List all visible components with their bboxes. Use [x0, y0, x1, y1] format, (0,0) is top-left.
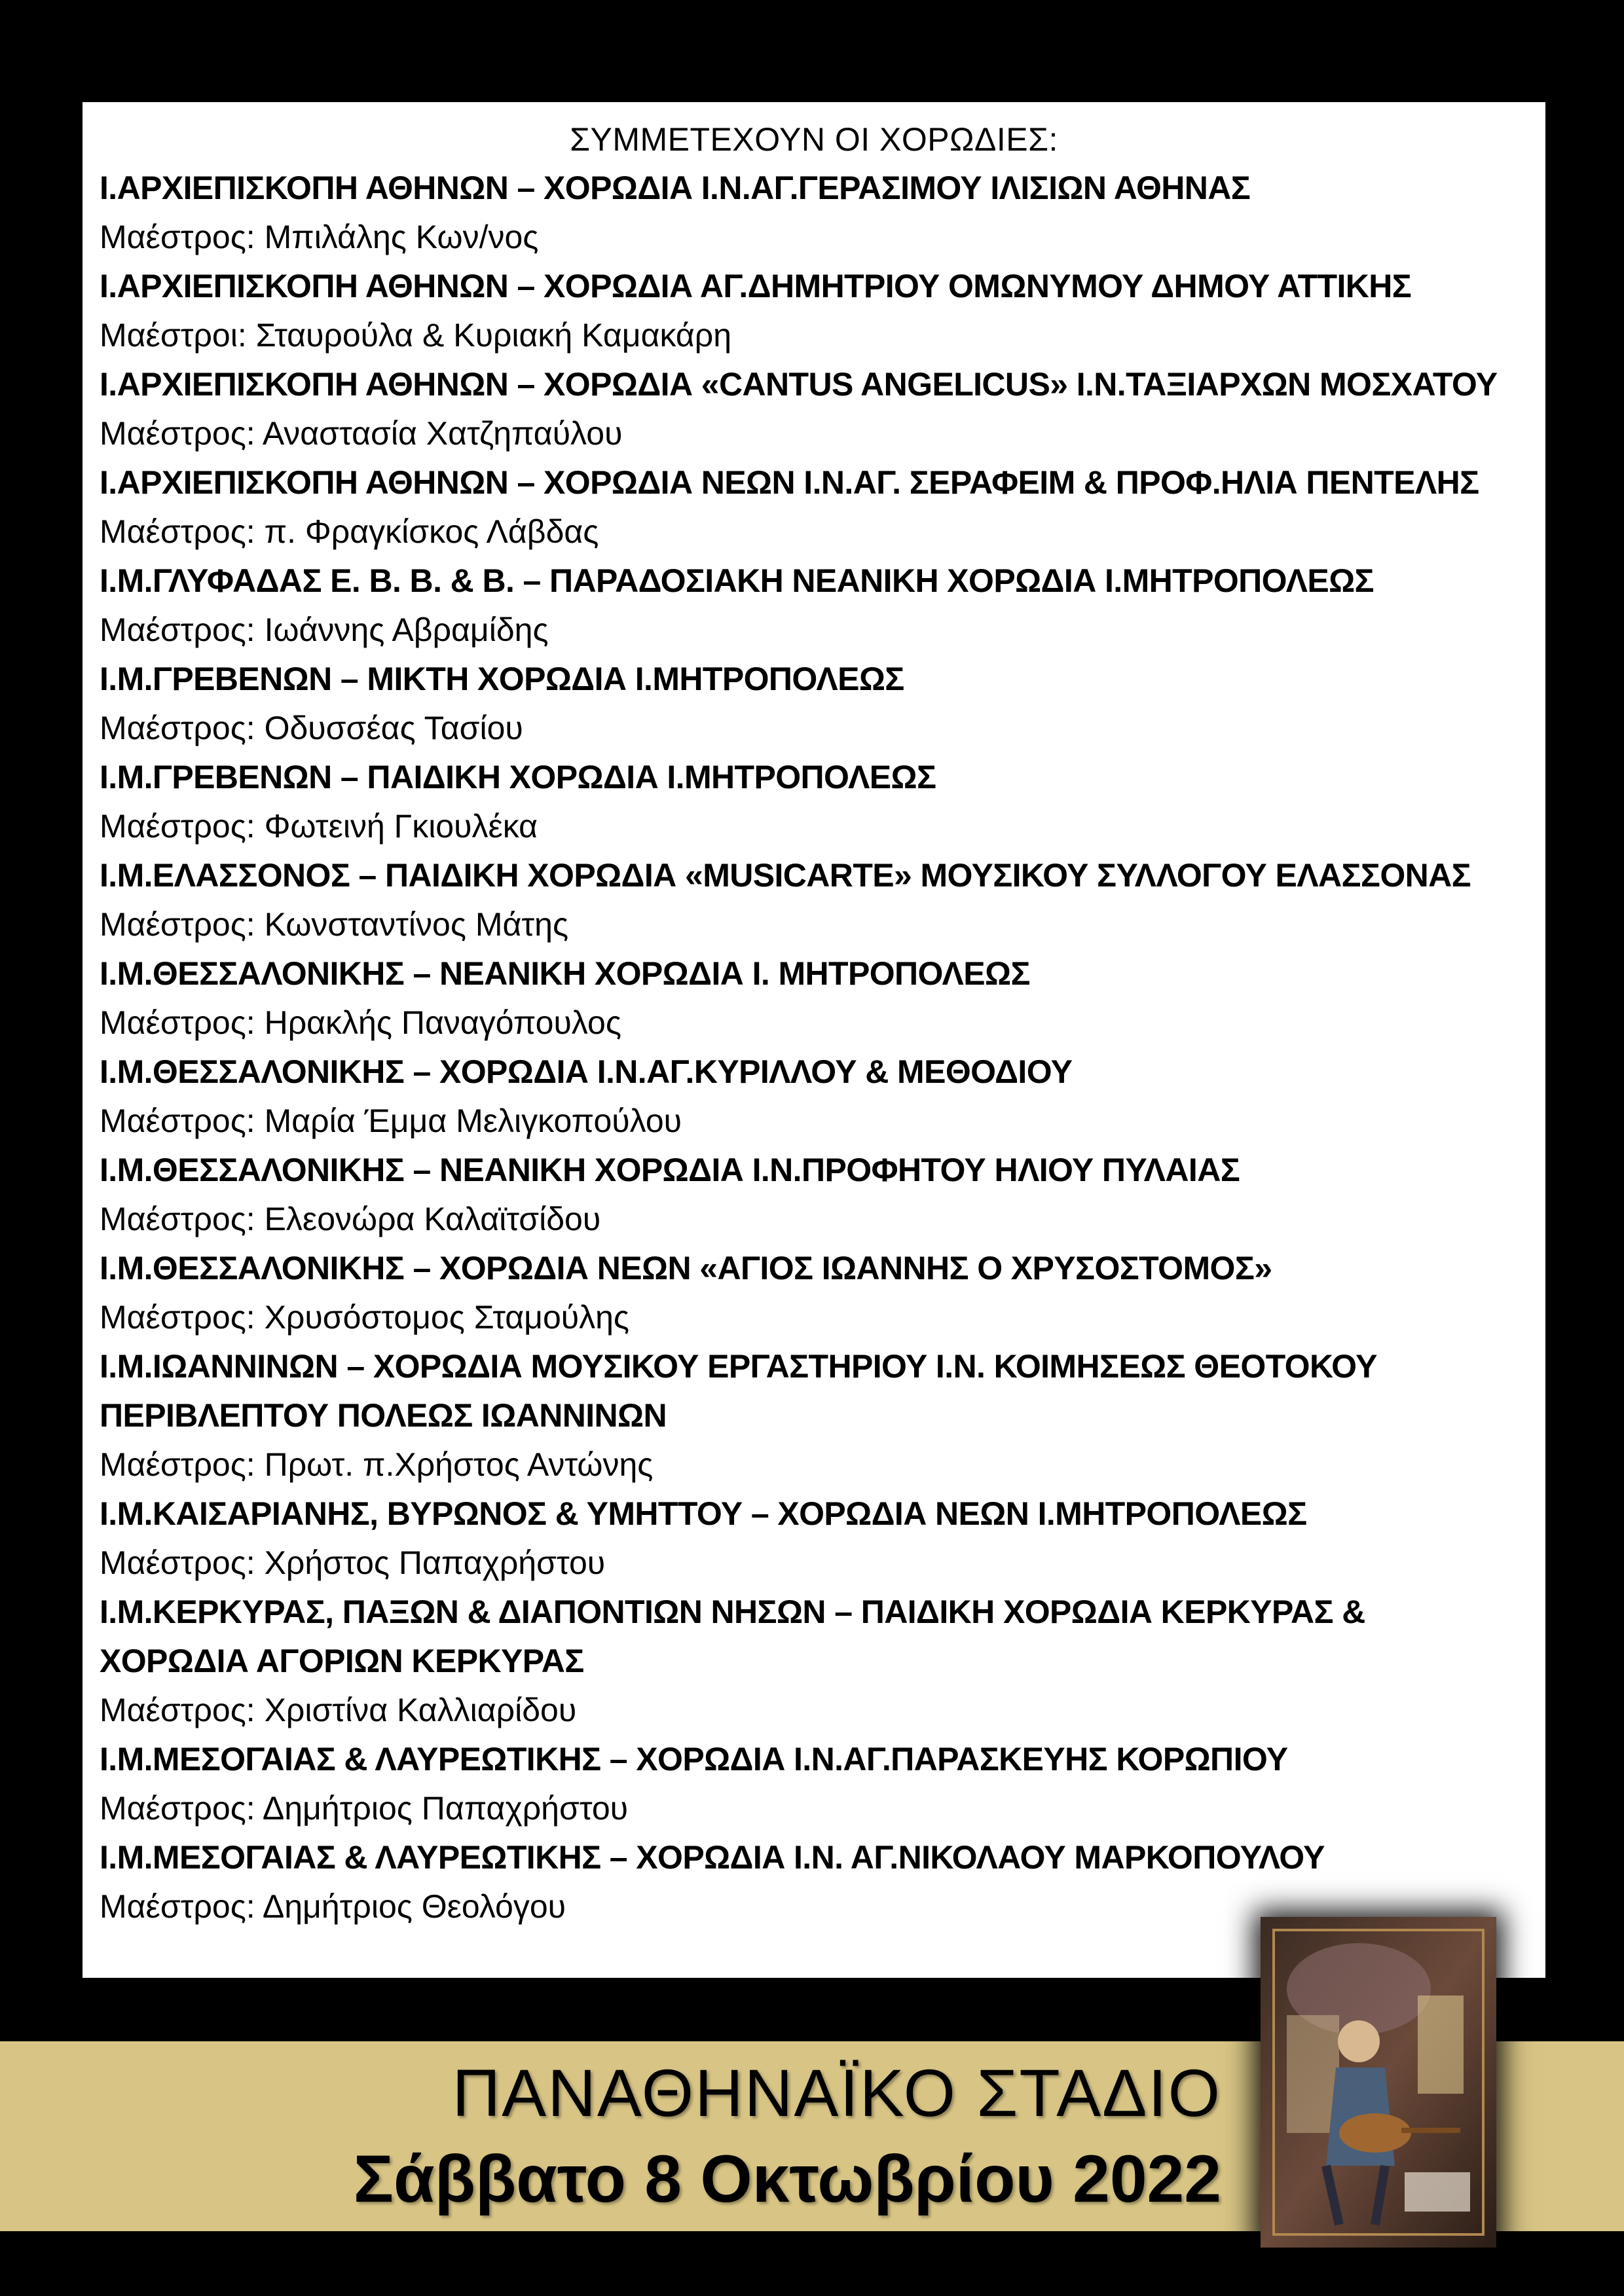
conductor-name: Μαέστρος: Κωνσταντίνος Μάτης — [100, 906, 569, 943]
choir-name: Ι.Μ.ΚΑΙΣΑΡΙΑΝΗΣ, ΒΥΡΩΝΟΣ & ΥΜΗΤΤΟΥ – ΧΟΡΩΔΙΑ ΝΕΩΝ Ι.ΜΗΤΡΟΠΟΛΕΩΣ — [100, 1495, 1307, 1532]
choir-name: Ι.Μ.ΜΕΣΟΓΑΙΑΣ & ΛΑΥΡΕΩΤΙΚΗΣ – ΧΟΡΩΔΙΑ Ι.Ν.ΑΓ.ΠΑΡΑΣΚΕΥΗΣ ΚΟΡΩΠΙΟΥ — [100, 1741, 1288, 1777]
choir-name: Ι.Μ.ΘΕΣΣΑΛΟΝΙΚΗΣ – ΧΟΡΩΔΙΑ ΝΕΩΝ «ΑΓΙΟΣ ΙΩΑΝΝΗΣ Ο ΧΡΥΣΟΣΤΟΜΟΣ» — [100, 1250, 1272, 1286]
conductor-name: Μαέστροι: Σταυρούλα & Κυριακή Καμακάρη — [100, 317, 732, 354]
conductor-name: Μαέστρος: Χρήστος Παπαχρήστου — [100, 1544, 606, 1581]
painting-musician-icon — [1261, 1917, 1496, 2248]
choir-name: Ι.Μ.ΕΛΑΣΣΟΝΟΣ – ΠΑΙΔΙΚΗ ΧΟΡΩΔΙΑ «MUSICARTE» ΜΟΥΣΙΚΟΥ ΣΥΛΛΟΓΟΥ ΕΛΑΣΣΟΝΑΣ — [100, 857, 1471, 894]
choir-list-panel — [83, 102, 1545, 1978]
choir-name: Ι.Μ.ΓΛΥΦΑΔΑΣ Ε. Β. Β. & Β. – ΠΑΡΑΔΟΣΙΑΚΗ ΝΕΑΝΙΚΗ ΧΟΡΩΔΙΑ Ι.ΜΗΤΡΟΠΟΛΕΩΣ — [100, 562, 1374, 599]
conductor-name: Μαέστρος: Αναστασία Χατζηπαύλου — [100, 415, 623, 452]
choir-name: Ι.Μ.ΙΩΑΝΝΙΝΩΝ – ΧΟΡΩΔΙΑ ΜΟΥΣΙΚΟΥ ΕΡΓΑΣΤΗΡΙΟΥ Ι.Ν. ΚΟΙΜΗΣΕΩΣ ΘΕΟΤΟΚΟΥ — [100, 1348, 1377, 1385]
conductor-name: Μαέστρος: Ηρακλής Παναγόπουλος — [100, 1004, 621, 1041]
conductor-name: Μαέστρος: Δημήτριος Παπαχρήστου — [100, 1790, 629, 1827]
conductor-name: Μαέστρος: Δημήτριος Θεολόγου — [100, 1888, 566, 1925]
conductor-name: Μαέστρος: Πρωτ. π.Χρήστος Αντώνης — [100, 1446, 654, 1483]
conductor-name: Μαέστρος: Μαρία Έμμα Μελιγκοπούλου — [100, 1102, 682, 1139]
conductor-name: Μαέστρος: π. Φραγκίσκος Λάβδας — [100, 513, 599, 550]
choir-name: Ι.ΑΡΧΙΕΠΙΣΚΟΠΗ ΑΘΗΝΩΝ – ΧΟΡΩΔΙΑ ΑΓ.ΔΗΜΗΤΡΙΟΥ ΟΜΩΝΥΜΟΥ ΔΗΜΟΥ ΑΤΤΙΚΗΣ — [100, 268, 1412, 304]
conductor-name: Μαέστρος: Ελεονώρα Καλαϊτσίδου — [100, 1201, 601, 1237]
choir-name: Ι.Μ.ΘΕΣΣΑΛΟΝΙΚΗΣ – ΝΕΑΝΙΚΗ ΧΟΡΩΔΙΑ Ι.Ν.ΠΡΟΦΗΤΟΥ ΗΛΙΟΥ ΠΥΛΑΙΑΣ — [100, 1152, 1240, 1188]
choir-name: Ι.Μ.ΜΕΣΟΓΑΙΑΣ & ΛΑΥΡΕΩΤΙΚΗΣ – ΧΟΡΩΔΙΑ Ι.Ν. ΑΓ.ΝΙΚΟΛΑΟΥ ΜΑΡΚΟΠΟΥΛΟΥ — [100, 1839, 1325, 1876]
choir-name: Ι.Μ.ΚΕΡΚΥΡΑΣ, ΠΑΞΩΝ & ΔΙΑΠΟΝΤΙΩΝ ΝΗΣΩΝ – ΠΑΙΔΙΚΗ ΧΟΡΩΔΙΑ ΚΕΡΚΥΡΑΣ & — [100, 1594, 1365, 1630]
choir-name: Ι.Μ.ΓΡΕΒΕΝΩΝ – ΜΙΚΤΗ ΧΟΡΩΔΙΑ Ι.ΜΗΤΡΟΠΟΛΕΩΣ — [100, 661, 904, 697]
event-date: Σάββατο 8 Οκτωβρίου 2022 — [353, 2141, 1221, 2216]
choir-name: Ι.Μ.ΘΕΣΣΑΛΟΝΙΚΗΣ – ΝΕΑΝΙΚΗ ΧΟΡΩΔΙΑ Ι. ΜΗΤΡΟΠΟΛΕΩΣ — [100, 955, 1030, 992]
choir-name: ΠΕΡΙΒΛΕΠΤΟΥ ΠΟΛΕΩΣ ΙΩΑΝΝΙΝΩΝ — [100, 1397, 667, 1434]
conductor-name: Μαέστρος: Χριστίνα Καλλιαρίδου — [100, 1692, 577, 1728]
choir-name: Ι.ΑΡΧΙΕΠΙΣΚΟΠΗ ΑΘΗΝΩΝ – ΧΟΡΩΔΙΑ Ι.Ν.ΑΓ.ΓΕΡΑΣΙΜΟΥ ΙΛΙΣΙΩΝ ΑΘΗΝΑΣ — [100, 170, 1251, 206]
conductor-name: Μαέστρος: Οδυσσέας Τασίου — [100, 710, 523, 746]
conductor-name: Μαέστρος: Μπιλάλης Κων/νος — [100, 219, 539, 255]
conductor-name: Μαέστρος: Ιωάννης Αβραμίδης — [100, 611, 549, 648]
choir-list — [100, 164, 1545, 1931]
conductor-name: Μαέστρος: Χρυσόστομος Σταμούλης — [100, 1299, 630, 1336]
choir-name: Ι.Μ.ΓΡΕΒΕΝΩΝ – ΠΑΙΔΙΚΗ ΧΟΡΩΔΙΑ Ι.ΜΗΤΡΟΠΟΛΕΩΣ — [100, 759, 936, 795]
painting-image — [1261, 1917, 1496, 2248]
choir-name: Ι.ΑΡΧΙΕΠΙΣΚΟΠΗ ΑΘΗΝΩΝ – ΧΟΡΩΔΙΑ ΝΕΩΝ Ι.Ν.ΑΓ. ΣΕΡΑΦΕΙΜ & ΠΡΟΦ.ΗΛΙΑ ΠΕΝΤΕΛΗΣ — [100, 464, 1479, 501]
page-title: ΣΥΜΜΕΤΕΧΟΥΝ ΟΙ ΧΟΡΩΔΙΕΣ: — [570, 121, 1058, 158]
venue-title: ΠΑΝΑΘΗΝΑΪΚΟ ΣΤΑΔΙΟ — [452, 2056, 1221, 2130]
choir-name: ΧΟΡΩΔΙΑ ΑΓΟΡΙΩΝ ΚΕΡΚΥΡΑΣ — [100, 1643, 584, 1679]
choir-name: Ι.ΑΡΧΙΕΠΙΣΚΟΠΗ ΑΘΗΝΩΝ – ΧΟΡΩΔΙΑ «CANTUS ANGELICUS» Ι.Ν.ΤΑΞΙΑΡΧΩΝ ΜΟΣΧΑΤΟΥ — [100, 366, 1498, 403]
choir-name: Ι.Μ.ΘΕΣΣΑΛΟΝΙΚΗΣ – ΧΟΡΩΔΙΑ Ι.Ν.ΑΓ.ΚΥΡΙΛΛΟΥ & ΜΕΘΟΔΙΟΥ — [100, 1053, 1073, 1090]
conductor-name: Μαέστρος: Φωτεινή Γκιουλέκα — [100, 808, 538, 845]
